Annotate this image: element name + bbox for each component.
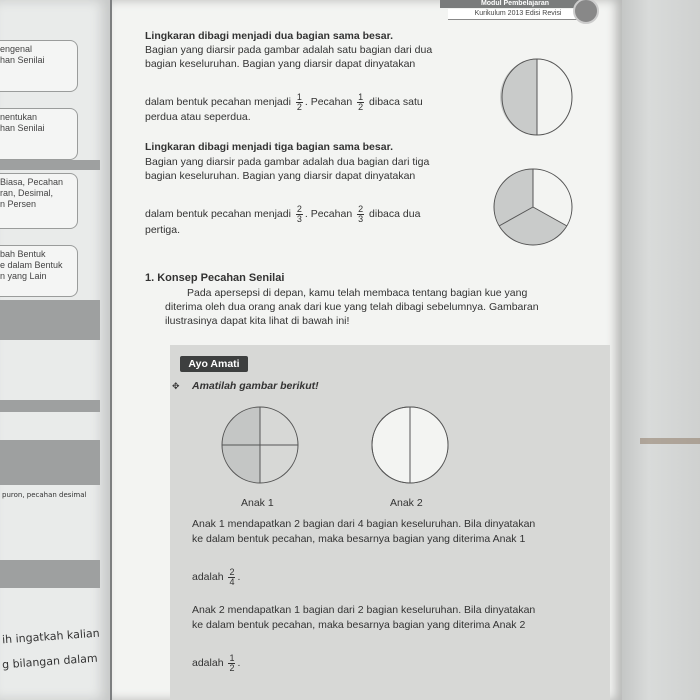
- section-half-title: Lingkaran dibagi menjadi dua bagian sama besar.: [145, 30, 393, 42]
- section-third-line2: bagian keseluruhan. Bagian yang diarsir dapat dinyatakan: [145, 170, 416, 182]
- section-third-line4: pertiga.: [145, 224, 181, 236]
- activity-instruction: Amatilah gambar berikut!: [192, 380, 319, 392]
- p1-adalah: adalah $\frac{2}{4}$ .: [192, 566, 241, 587]
- left-band: [0, 400, 100, 412]
- left-tab-4: bah Bentuk e dalam Bentuk n yang Lain: [0, 245, 78, 297]
- diamond-bullet-icon: ✥: [172, 381, 180, 391]
- background-strap: [640, 438, 700, 444]
- third-circle-figure: [492, 167, 574, 247]
- shaded-half: [500, 59, 537, 135]
- left-band: [0, 300, 100, 340]
- anak2-label: Anak 2: [390, 497, 423, 509]
- left-tab-1: engenal han Senilai: [0, 40, 78, 92]
- section-third-line1: Bagian yang diarsir pada gambar adalah dua bagian dari tiga: [145, 156, 430, 168]
- section-half-line1: Bagian yang diarsir pada gambar adalah satu bagian dari dua: [145, 44, 433, 56]
- left-note-3: g bilangan dalam: [1, 651, 99, 672]
- header-title: Modul Pembelajaran: [440, 0, 590, 8]
- left-band: [0, 560, 100, 588]
- p1-line2: ke dalam bentuk pecahan, maka besarnya bagian yang diterima Anak 1: [192, 533, 526, 545]
- left-note-1: puron, pecahan desimal: [2, 491, 87, 499]
- ayo-amati-badge: Ayo Amati: [180, 356, 248, 372]
- anak1-label: Anak 1: [241, 497, 274, 509]
- concept-heading: 1. Konsep Pecahan Senilai: [145, 272, 285, 284]
- section-half-line2: bagian keseluruhan. Bagian yang diarsir dapat dinyatakan: [145, 58, 416, 70]
- anak1-circle: [220, 405, 300, 485]
- p2-line1: Anak 2 mendapatkan 1 bagian dari 2 bagian keseluruhan. Bila dinyatakan: [192, 604, 536, 616]
- concept-line3: ilustrasinya dapat kita lihat di bawah ini!: [165, 315, 350, 327]
- fraction: $\frac{2}{3}$: [358, 203, 364, 224]
- p2-line2: ke dalam bentuk pecahan, maka besarnya bagian yang diterima Anak 2: [192, 619, 526, 631]
- left-band: [0, 440, 100, 485]
- left-band: [0, 160, 100, 170]
- concept-line2: diterima oleh dua orang anak dari kue yang telah dibagi sebelumnya. Gambaran: [165, 301, 539, 313]
- p2-adalah: adalah $\frac{1}{2}$ .: [192, 652, 241, 673]
- section-third-title: Lingkaran dibagi menjadi tiga bagian sama besar.: [145, 141, 393, 153]
- header-emblem-icon: [573, 0, 599, 24]
- fraction: $\frac{1}{2}$: [229, 652, 235, 673]
- fraction: $\frac{2}{4}$: [229, 566, 235, 587]
- section-half-line3: dalam bentuk pecahan menjadi $\frac{1}{2}$ . Pecahan $\frac{1}{2}$ dibaca satu: [145, 91, 423, 112]
- left-note-2: ih ingatkah kalian: [1, 626, 101, 647]
- page-header: [440, 0, 610, 22]
- background-surface: [615, 0, 700, 700]
- anak2-circle: [370, 405, 450, 485]
- header-subtitle: Kurikulum 2013 Edisi Revisi: [448, 9, 588, 20]
- fraction: $\frac{1}{2}$: [296, 91, 302, 112]
- left-page: [0, 0, 110, 700]
- left-tab-3: Biasa, Pecahan ran, Desimal, n Persen: [0, 173, 78, 229]
- p1-line1: Anak 1 mendapatkan 2 bagian dari 4 bagian keseluruhan. Bila dinyatakan: [192, 518, 536, 530]
- fraction: $\frac{2}{3}$: [296, 203, 302, 224]
- concept-line1: Pada apersepsi di depan, kamu telah membaca tentang bagian kue yang: [187, 287, 528, 299]
- left-tab-2: nentukan han Senilai: [0, 108, 78, 160]
- section-third-line3: dalam bentuk pecahan menjadi $\frac{2}{3}$ . Pecahan $\frac{2}{3}$ dibaca dua: [145, 203, 421, 224]
- fraction: $\frac{1}{2}$: [358, 91, 364, 112]
- half-circle-figure: [500, 57, 574, 137]
- section-half-line4: perdua atau seperdua.: [145, 111, 251, 123]
